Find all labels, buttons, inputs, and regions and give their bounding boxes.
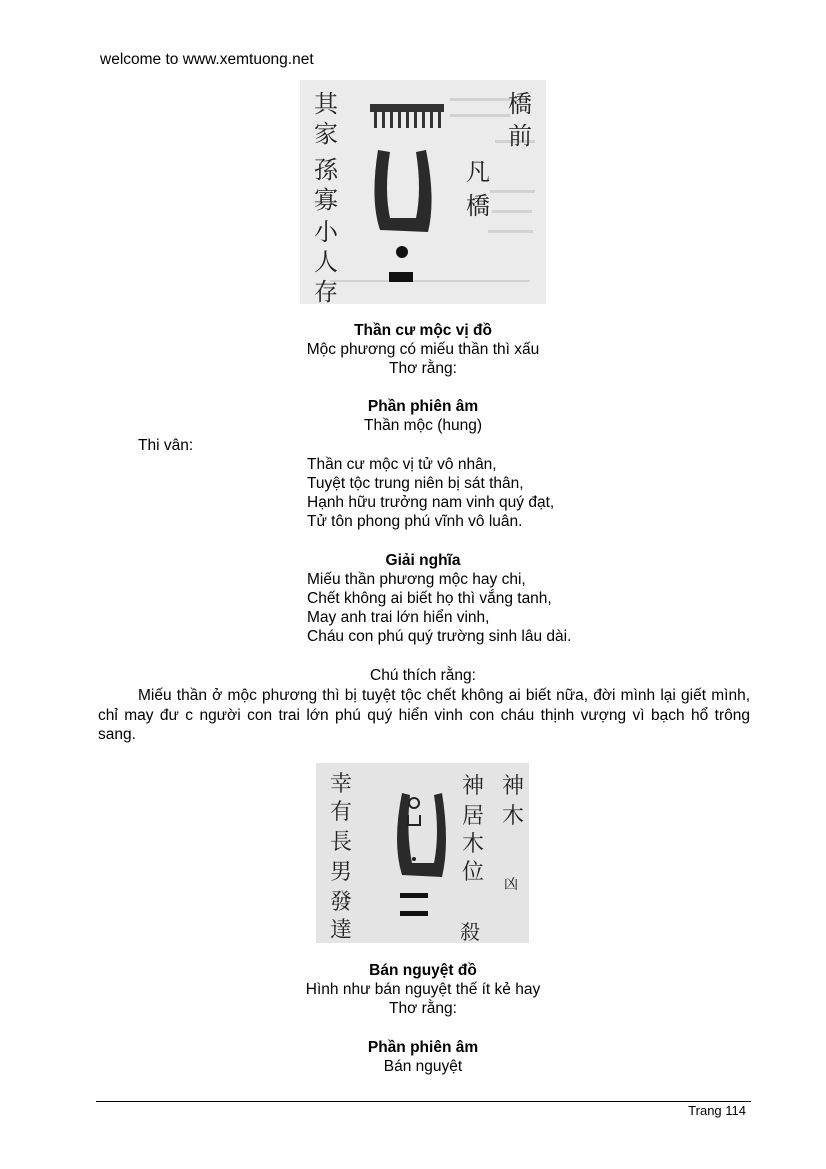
giai-nghia-line: Cháu con phú quý trường sinh lâu dài. xyxy=(307,628,572,645)
cjk-left-1: 家 xyxy=(314,120,338,148)
section2-subtitle: Hình như bán nguyệt thế ít kẻ hay xyxy=(305,981,541,998)
cjk-mid-0: 凡 xyxy=(466,158,490,186)
cjk-left-3: 男 xyxy=(330,860,353,885)
section2-phien-am-heading: Phần phiên âm xyxy=(367,1039,479,1056)
cjk-mark-1: 殺 xyxy=(460,920,480,943)
page-number: Trang 114 xyxy=(688,1103,746,1118)
cjk-mid-2: 木 xyxy=(462,832,485,857)
cjk-left-1: 有 xyxy=(330,800,353,825)
giai-nghia-line: Miếu thần phương mộc hay chi, xyxy=(307,571,526,588)
cjk-mid-1: 居 xyxy=(462,804,485,829)
phien-am-line: Thần cư mộc vị tử vô nhân, xyxy=(307,456,497,473)
giai-nghia-heading: Giải nghĩa xyxy=(385,552,461,569)
cjk-left-2: 長 xyxy=(330,830,353,855)
phien-am-line: Hạnh hữu trưởng nam vinh quý đạt, xyxy=(307,494,555,511)
chu-thich-heading: Chú thích rằng: xyxy=(370,667,476,684)
cjk-left-4: 小 xyxy=(314,218,338,246)
section1-phien-am-heading: Phần phiên âm xyxy=(367,398,479,415)
section1-phien-am-subtitle: Thần mộc (hung) xyxy=(363,417,483,434)
giai-nghia-line: May anh trai lớn hiển vinh, xyxy=(307,609,490,626)
cjk-mid-3: 位 xyxy=(462,860,485,885)
temple-diagram-image-2 xyxy=(316,763,529,943)
cjk-left-5: 人 xyxy=(314,248,338,276)
cjk-right-1: 木 xyxy=(502,804,525,829)
cjk-left-3: 寡 xyxy=(314,186,338,214)
cjk-left-0: 其 xyxy=(314,90,338,118)
section2-phien-am-subtitle: Bán nguyệt xyxy=(383,1058,463,1075)
section2-poem-intro: Thơ rằng: xyxy=(389,1000,457,1017)
cjk-left-6: 存 xyxy=(314,278,338,304)
cjk-mark-0: 凶 xyxy=(504,877,518,893)
cjk-right-0: 橋 xyxy=(508,90,532,118)
chu-thich-paragraph: Miếu thần ở mộc phương thì bị tuyệt tộc chết không ai biết nữa, đời mình lại giết mình, chỉ may đư c người con trai lớn phú quý hiển vinh con cháu thịnh vượng vì bạch hổ trông sang. xyxy=(98,687,750,743)
cjk-mid-0: 神 xyxy=(462,774,485,799)
section1-title: Thần cư mộc vị đồ xyxy=(354,322,492,339)
footer-rule xyxy=(96,1101,751,1102)
temple-diagram-image-1 xyxy=(300,80,546,304)
site-header: welcome to www.xemtuong.net xyxy=(100,51,314,68)
cjk-right-1: 前 xyxy=(508,122,532,150)
cjk-left-0: 幸 xyxy=(330,772,353,797)
cjk-left-2: 孫 xyxy=(314,156,338,184)
section2-title: Bán nguyệt đồ xyxy=(369,962,477,979)
cjk-right-0: 神 xyxy=(502,774,525,799)
phien-am-line: Tuyệt tộc trung niên bị sát thân, xyxy=(307,475,524,492)
phien-am-line: Tử tôn phong phú vĩnh vô luân. xyxy=(307,513,523,530)
section1-poem-intro: Thơ rằng: xyxy=(389,360,457,377)
cjk-left-5: 達 xyxy=(330,918,353,943)
section1-subtitle: Mộc phương có miếu thần thì xấu xyxy=(306,341,540,358)
cjk-left-4: 發 xyxy=(330,890,353,915)
thi-van-label: Thi vân: xyxy=(138,437,194,454)
cjk-mid-1: 橋 xyxy=(466,192,490,220)
giai-nghia-line: Chết không ai biết họ thì vắng tanh, xyxy=(307,590,552,607)
